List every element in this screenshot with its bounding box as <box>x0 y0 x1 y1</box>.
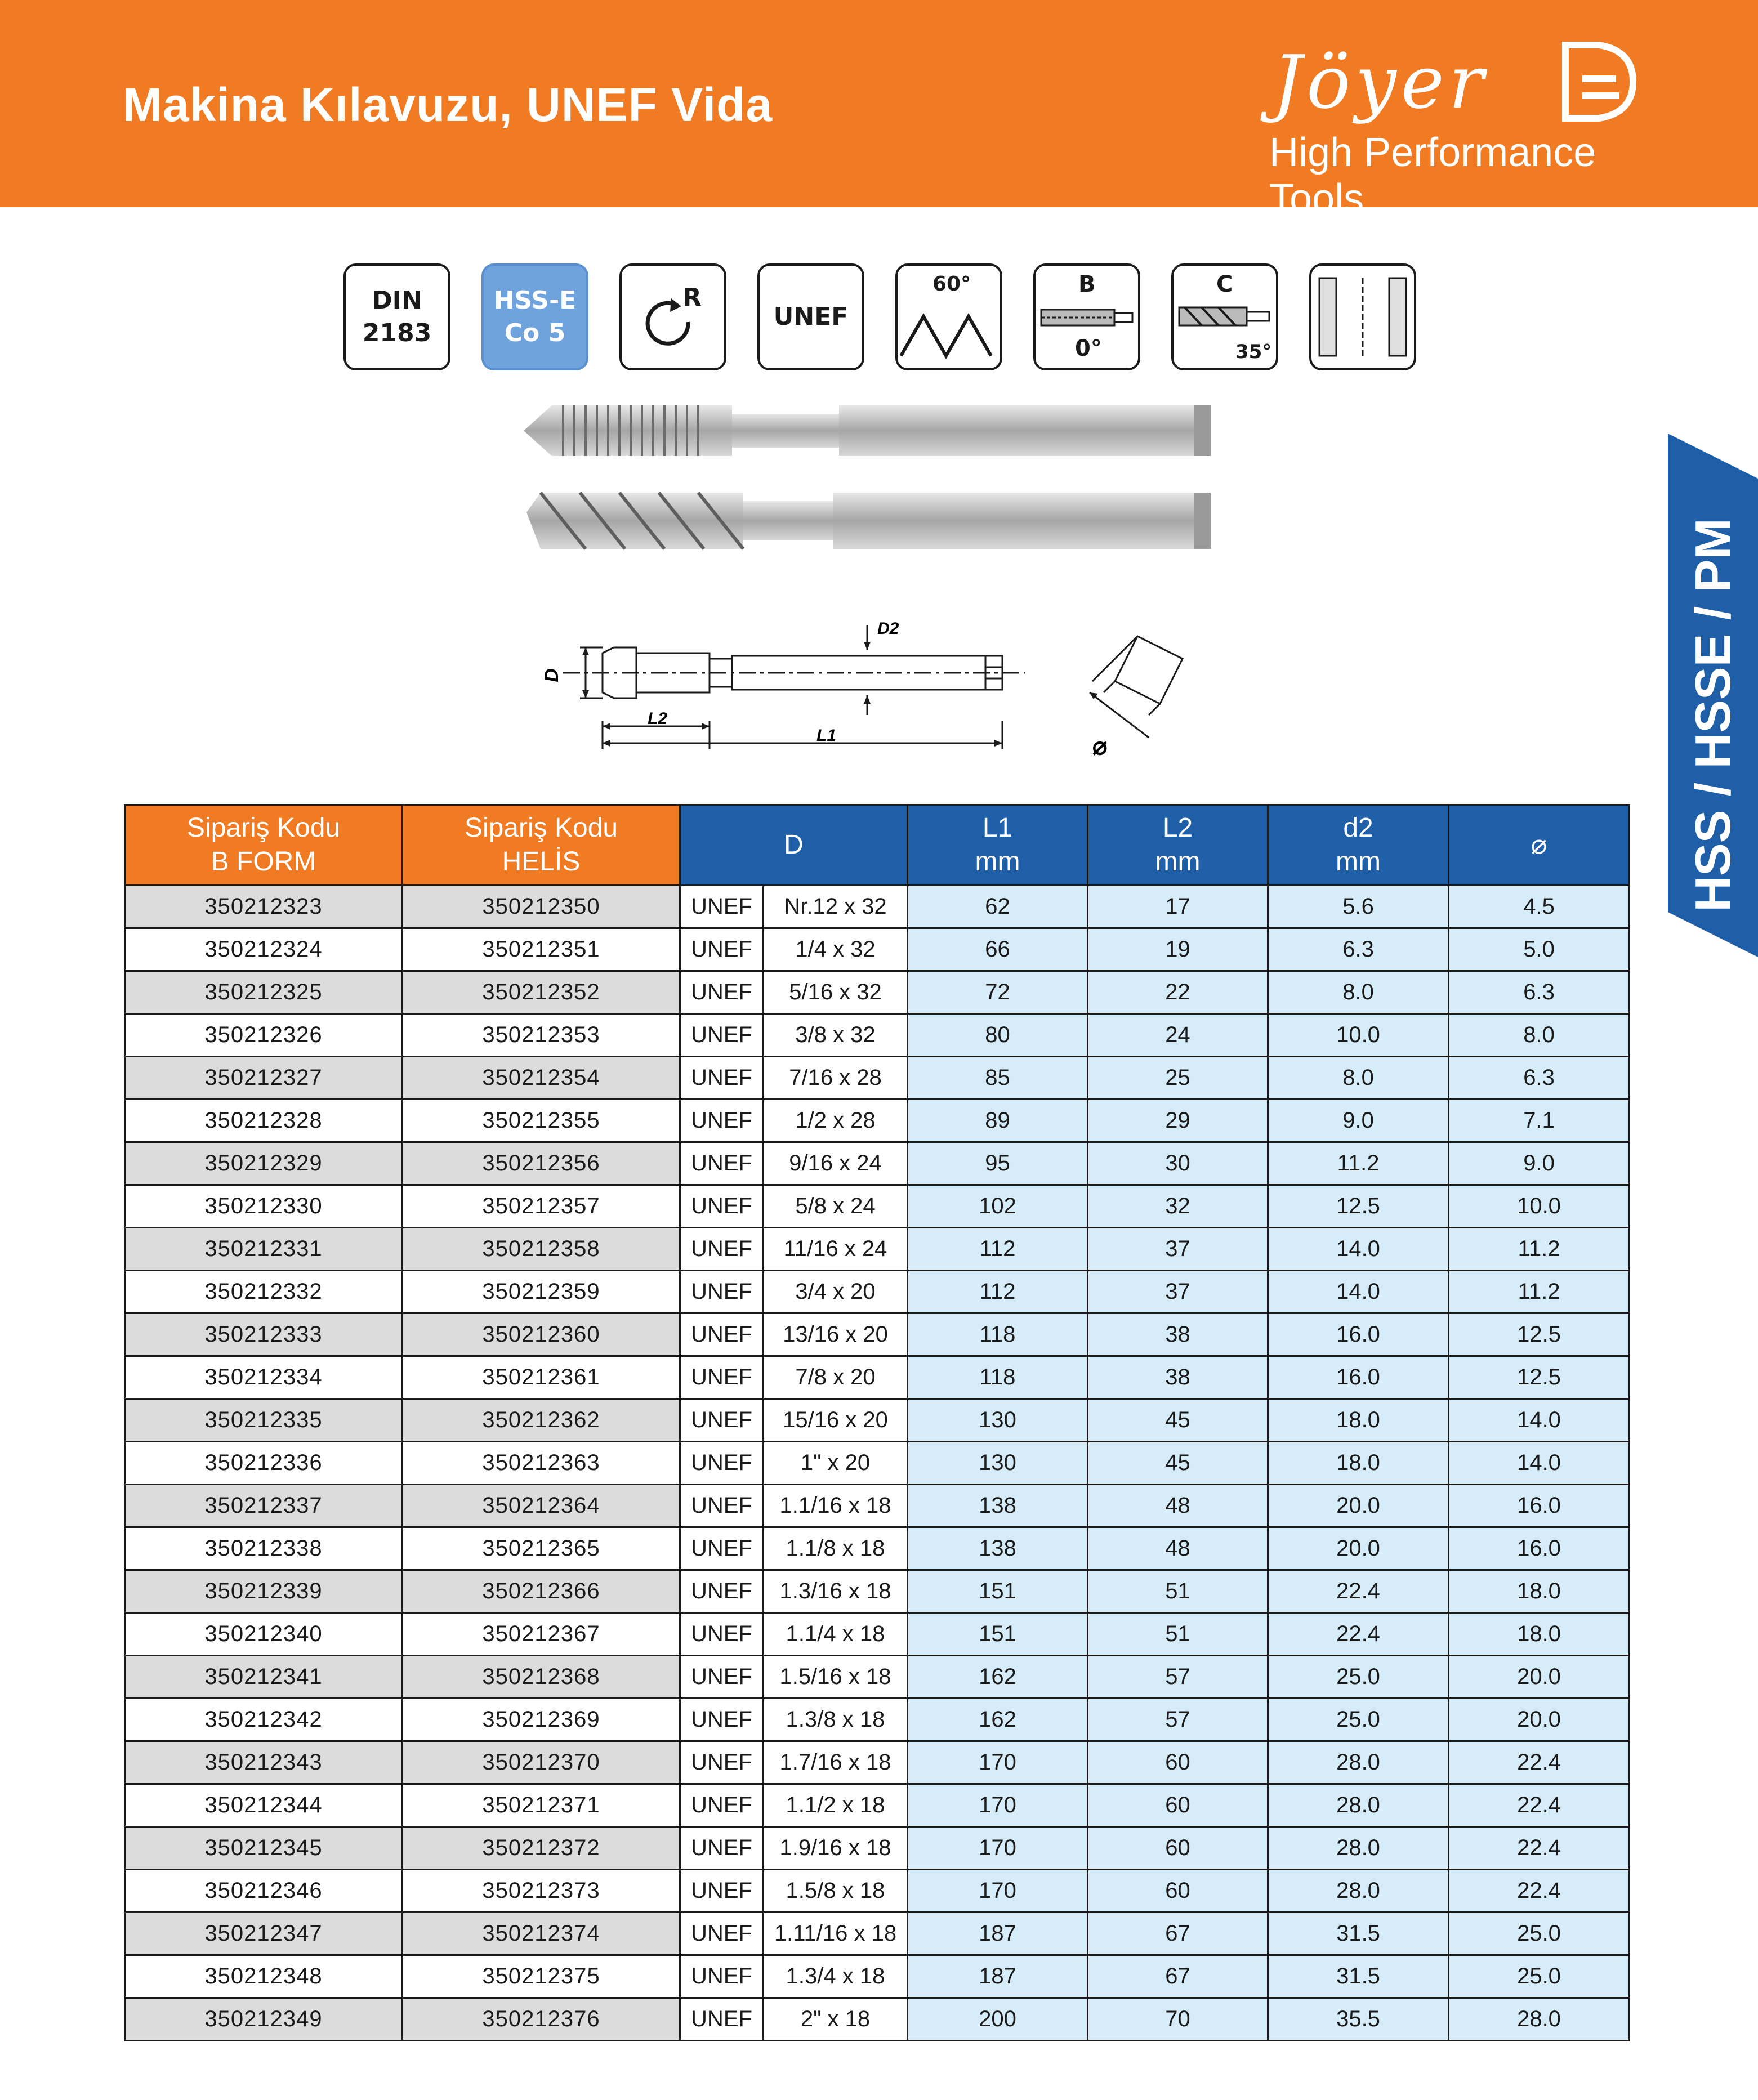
helis-code-cell: 350212365 <box>403 1527 680 1570</box>
d2-cell: 31.5 <box>1268 1955 1449 1998</box>
d2-cell: 14.0 <box>1268 1271 1449 1313</box>
helis-code-cell: 350212355 <box>403 1100 680 1142</box>
bform-code-cell: 350212342 <box>125 1699 403 1741</box>
thread-size-cell: 15/16 x 20 <box>764 1399 908 1442</box>
specification-table <box>124 804 1630 2041</box>
square-cell: 25.0 <box>1449 1955 1630 1998</box>
table-row <box>125 1913 1630 1955</box>
helis-code-cell: 350212371 <box>403 1784 680 1827</box>
helis-code-cell: 350212351 <box>403 928 680 971</box>
brand-logo <box>1261 39 1656 221</box>
l1-cell: 151 <box>908 1613 1088 1656</box>
d-dimension-label: D <box>541 668 563 682</box>
table-row <box>125 1057 1630 1100</box>
header-d2-line1: d2 <box>1343 813 1373 843</box>
square-cell: 25.0 <box>1449 1913 1630 1955</box>
square-cell: 14.0 <box>1449 1442 1630 1485</box>
thread-size-cell: 7/16 x 28 <box>764 1057 908 1100</box>
table-row <box>125 1741 1630 1784</box>
square-cell: 5.0 <box>1449 928 1630 971</box>
square-cell: 6.3 <box>1449 971 1630 1014</box>
header-bform-line2: B FORM <box>211 847 316 877</box>
square-cell: 16.0 <box>1449 1527 1630 1570</box>
header-l2 <box>1088 805 1268 886</box>
thread-size-cell: 1.3/4 x 18 <box>764 1955 908 1998</box>
rotation-label: R <box>682 283 702 312</box>
d2-cell: 28.0 <box>1268 1870 1449 1913</box>
bform-code-cell: 350212330 <box>125 1185 403 1228</box>
d2-cell: 28.0 <box>1268 1741 1449 1784</box>
category-side-tab <box>1668 434 1758 957</box>
thread-size-cell: 3/8 x 32 <box>764 1014 908 1057</box>
l1-cell: 162 <box>908 1656 1088 1699</box>
table-row <box>125 1313 1630 1356</box>
header-square: ⌀ <box>1449 805 1630 886</box>
l1-cell: 187 <box>908 1913 1088 1955</box>
square-cell: 20.0 <box>1449 1656 1630 1699</box>
l2-cell: 19 <box>1088 928 1268 971</box>
square-cell: 14.0 <box>1449 1399 1630 1442</box>
l1-cell: 130 <box>908 1399 1088 1442</box>
header-helis-line1: Sipariş Kodu <box>464 813 618 843</box>
bform-code-cell: 350212336 <box>125 1442 403 1485</box>
thread-size-cell: 1.5/8 x 18 <box>764 1870 908 1913</box>
thread-size-cell: 1.11/16 x 18 <box>764 1913 908 1955</box>
table-row <box>125 1100 1630 1142</box>
thread-size-cell: 7/8 x 20 <box>764 1356 908 1399</box>
l2-cell: 38 <box>1088 1313 1268 1356</box>
helis-code-cell: 350212360 <box>403 1313 680 1356</box>
thread-label: UNEF <box>773 302 849 331</box>
d2-cell: 35.5 <box>1268 1998 1449 2041</box>
d2-cell: 20.0 <box>1268 1527 1449 1570</box>
thread-size-cell: 1.5/16 x 18 <box>764 1656 908 1699</box>
square-cell: 10.0 <box>1449 1185 1630 1228</box>
d2-cell: 14.0 <box>1268 1228 1449 1271</box>
d2-cell: 25.0 <box>1268 1656 1449 1699</box>
thread-size-cell: 11/16 x 24 <box>764 1228 908 1271</box>
tap-product-image <box>518 394 1239 586</box>
d2-cell: 31.5 <box>1268 1913 1449 1955</box>
l2-cell: 60 <box>1088 1827 1268 1870</box>
bform-code-cell: 350212343 <box>125 1741 403 1784</box>
d2-cell: 25.0 <box>1268 1699 1449 1741</box>
form-b-icon <box>1033 263 1140 370</box>
header-l1 <box>908 805 1088 886</box>
helis-code-cell: 350212376 <box>403 1998 680 2041</box>
header-bar <box>0 0 1758 221</box>
header-bform <box>125 805 403 886</box>
thread-size-cell: 1.1/4 x 18 <box>764 1613 908 1656</box>
l2-cell: 37 <box>1088 1271 1268 1313</box>
table-row <box>125 1228 1630 1271</box>
helis-code-cell: 350212354 <box>403 1057 680 1100</box>
square-cell: 4.5 <box>1449 886 1630 928</box>
d2-cell: 20.0 <box>1268 1485 1449 1527</box>
right-hand-rotation-icon <box>619 263 726 370</box>
l2-cell: 30 <box>1088 1142 1268 1185</box>
l2-cell: 57 <box>1088 1699 1268 1741</box>
thread-standard-cell: UNEF <box>680 1014 764 1057</box>
table-row <box>125 1784 1630 1827</box>
thread-size-cell: 5/16 x 32 <box>764 971 908 1014</box>
thread-standard-cell: UNEF <box>680 1870 764 1913</box>
d2-cell: 18.0 <box>1268 1442 1449 1485</box>
l2-cell: 25 <box>1088 1057 1268 1100</box>
table-row <box>125 1527 1630 1570</box>
square-cell: 9.0 <box>1449 1142 1630 1185</box>
header-l1-line1: L1 <box>982 813 1013 843</box>
c-label: C <box>1216 271 1233 297</box>
din-standard-icon <box>343 263 450 370</box>
bform-code-cell: 350212326 <box>125 1014 403 1057</box>
thread-standard-cell: UNEF <box>680 1656 764 1699</box>
square-cell: 22.4 <box>1449 1870 1630 1913</box>
l1-cell: 170 <box>908 1827 1088 1870</box>
l1-cell: 200 <box>908 1998 1088 2041</box>
table-row <box>125 1356 1630 1399</box>
table-row <box>125 1998 1630 2041</box>
l2-cell: 17 <box>1088 886 1268 928</box>
header-d2 <box>1268 805 1449 886</box>
l2-cell: 32 <box>1088 1185 1268 1228</box>
helis-code-cell: 350212361 <box>403 1356 680 1399</box>
d2-cell: 10.0 <box>1268 1014 1449 1057</box>
helis-code-cell: 350212366 <box>403 1570 680 1613</box>
bform-code-cell: 350212345 <box>125 1827 403 1870</box>
d2-dimension-label: D2 <box>877 619 899 638</box>
technical-drawing <box>541 608 1239 777</box>
table-row <box>125 928 1630 971</box>
square-cell: 16.0 <box>1449 1485 1630 1527</box>
d2-cell: 16.0 <box>1268 1356 1449 1399</box>
l2-cell: 57 <box>1088 1656 1268 1699</box>
bform-code-cell: 350212324 <box>125 928 403 971</box>
table-row <box>125 1613 1630 1656</box>
bform-code-cell: 350212341 <box>125 1656 403 1699</box>
l2-cell: 60 <box>1088 1784 1268 1827</box>
l1-cell: 118 <box>908 1356 1088 1399</box>
table-row <box>125 1656 1630 1699</box>
header-bform-line1: Sipariş Kodu <box>186 813 341 843</box>
l1-cell: 151 <box>908 1570 1088 1613</box>
bform-code-cell: 350212346 <box>125 1870 403 1913</box>
helis-code-cell: 350212375 <box>403 1955 680 1998</box>
l1-cell: 72 <box>908 971 1088 1014</box>
table-row <box>125 886 1630 928</box>
bform-code-cell: 350212344 <box>125 1784 403 1827</box>
square-cell: 22.4 <box>1449 1741 1630 1784</box>
l1-dimension-label: L1 <box>816 726 837 745</box>
table-row <box>125 1142 1630 1185</box>
thread-size-cell: 2" x 18 <box>764 1998 908 2041</box>
helis-code-cell: 350212362 <box>403 1399 680 1442</box>
thread-standard-cell: UNEF <box>680 1271 764 1313</box>
brand-mark-icon <box>1560 39 1639 124</box>
thread-standard-cell: UNEF <box>680 1442 764 1485</box>
square-cell: 11.2 <box>1449 1271 1630 1313</box>
helis-code-cell: 350212352 <box>403 971 680 1014</box>
l1-cell: 170 <box>908 1784 1088 1827</box>
table-row <box>125 1271 1630 1313</box>
l1-cell: 66 <box>908 928 1088 971</box>
d2-cell: 22.4 <box>1268 1613 1449 1656</box>
bform-code-cell: 350212328 <box>125 1100 403 1142</box>
rotation-arrow-icon <box>622 266 724 368</box>
l2-cell: 67 <box>1088 1913 1268 1955</box>
thread-standard-cell: UNEF <box>680 1313 764 1356</box>
helis-code-cell: 350212357 <box>403 1185 680 1228</box>
helis-code-cell: 350212353 <box>403 1014 680 1057</box>
header-helis-line2: HELİS <box>502 847 581 877</box>
header-l1-line2: mm <box>975 847 1020 877</box>
d2-cell: 22.4 <box>1268 1570 1449 1613</box>
bform-code-cell: 350212347 <box>125 1913 403 1955</box>
square-cell: 8.0 <box>1449 1014 1630 1057</box>
l1-cell: 170 <box>908 1741 1088 1784</box>
l1-cell: 187 <box>908 1955 1088 1998</box>
side-tab-label: HSS / HSSE / PM <box>1685 518 1741 912</box>
thread-size-cell: 1.1/16 x 18 <box>764 1485 908 1527</box>
header-d: D <box>680 805 908 886</box>
helis-code-cell: 350212368 <box>403 1656 680 1699</box>
thread-standard-cell: UNEF <box>680 1784 764 1827</box>
bform-code-cell: 350212337 <box>125 1485 403 1527</box>
bform-code-cell: 350212335 <box>125 1399 403 1442</box>
thread-standard-cell: UNEF <box>680 1356 764 1399</box>
table-row <box>125 1485 1630 1527</box>
thread-standard-cell: UNEF <box>680 1913 764 1955</box>
square-dimension-label: ⌀ <box>1092 732 1108 760</box>
thread-size-cell: Nr.12 x 32 <box>764 886 908 928</box>
thread-standard-cell: UNEF <box>680 1527 764 1570</box>
bform-code-cell: 350212331 <box>125 1228 403 1271</box>
d2-cell: 12.5 <box>1268 1185 1449 1228</box>
l1-cell: 138 <box>908 1527 1088 1570</box>
thread-standard-cell: UNEF <box>680 886 764 928</box>
table-row <box>125 1014 1630 1057</box>
thread-size-cell: 1.3/8 x 18 <box>764 1699 908 1741</box>
square-cell: 18.0 <box>1449 1570 1630 1613</box>
header-d2-line2: mm <box>1336 847 1381 877</box>
thread-standard-cell: UNEF <box>680 1142 764 1185</box>
d2-cell: 28.0 <box>1268 1827 1449 1870</box>
l2-cell: 70 <box>1088 1998 1268 2041</box>
l2-cell: 51 <box>1088 1570 1268 1613</box>
thread-size-cell: 3/4 x 20 <box>764 1271 908 1313</box>
thread-size-cell: 1/2 x 28 <box>764 1100 908 1142</box>
l1-cell: 62 <box>908 886 1088 928</box>
square-cell: 20.0 <box>1449 1699 1630 1741</box>
l1-cell: 95 <box>908 1142 1088 1185</box>
d2-cell: 9.0 <box>1268 1100 1449 1142</box>
bform-code-cell: 350212325 <box>125 971 403 1014</box>
l1-cell: 89 <box>908 1100 1088 1142</box>
l1-cell: 102 <box>908 1185 1088 1228</box>
thread-size-cell: 1.9/16 x 18 <box>764 1827 908 1870</box>
thread-standard-cell: UNEF <box>680 1741 764 1784</box>
b-angle: 0° <box>1075 336 1102 361</box>
thread-type-icon <box>757 263 864 370</box>
bform-code-cell: 350212338 <box>125 1527 403 1570</box>
helis-code-cell: 350212356 <box>403 1142 680 1185</box>
thread-size-cell: 9/16 x 24 <box>764 1142 908 1185</box>
helis-code-cell: 350212367 <box>403 1613 680 1656</box>
thread-size-cell: 1" x 20 <box>764 1442 908 1485</box>
l2-cell: 22 <box>1088 971 1268 1014</box>
c-angle: 35° <box>1235 341 1272 363</box>
square-cell: 12.5 <box>1449 1313 1630 1356</box>
header-helis <box>403 805 680 886</box>
helis-code-cell: 350212370 <box>403 1741 680 1784</box>
helis-code-cell: 350212372 <box>403 1827 680 1870</box>
through-hole-icon <box>1309 263 1416 370</box>
square-cell: 7.1 <box>1449 1100 1630 1142</box>
table-row <box>125 1185 1630 1228</box>
l1-cell: 170 <box>908 1870 1088 1913</box>
bform-code-cell: 350212327 <box>125 1057 403 1100</box>
angle-label: 60° <box>932 272 971 296</box>
square-cell: 28.0 <box>1449 1998 1630 2041</box>
table-row <box>125 1955 1630 1998</box>
material-icon <box>481 263 588 370</box>
bform-code-cell: 350212332 <box>125 1271 403 1313</box>
l2-cell: 24 <box>1088 1014 1268 1057</box>
bform-code-cell: 350212334 <box>125 1356 403 1399</box>
thread-standard-cell: UNEF <box>680 1998 764 2041</box>
helis-code-cell: 350212363 <box>403 1442 680 1485</box>
l2-cell: 51 <box>1088 1613 1268 1656</box>
l1-cell: 130 <box>908 1442 1088 1485</box>
b-label: B <box>1078 271 1096 297</box>
brand-name: Jöyer <box>1273 39 1488 125</box>
thread-size-cell: 1/4 x 32 <box>764 928 908 971</box>
thread-standard-cell: UNEF <box>680 1955 764 1998</box>
square-cell: 12.5 <box>1449 1356 1630 1399</box>
thread-angle-icon <box>895 263 1002 370</box>
table-row <box>125 1442 1630 1485</box>
helis-code-cell: 350212359 <box>403 1271 680 1313</box>
bform-code-cell: 350212349 <box>125 1998 403 2041</box>
table-row <box>125 1570 1630 1613</box>
l1-cell: 118 <box>908 1313 1088 1356</box>
header-l2-line2: mm <box>1155 847 1201 877</box>
d2-cell: 8.0 <box>1268 971 1449 1014</box>
thread-standard-cell: UNEF <box>680 1699 764 1741</box>
d2-cell: 8.0 <box>1268 1057 1449 1100</box>
l1-cell: 112 <box>908 1271 1088 1313</box>
l1-cell: 162 <box>908 1699 1088 1741</box>
thread-standard-cell: UNEF <box>680 1399 764 1442</box>
d2-cell: 6.3 <box>1268 928 1449 971</box>
l1-cell: 80 <box>908 1014 1088 1057</box>
square-cell: 11.2 <box>1449 1228 1630 1271</box>
l2-cell: 29 <box>1088 1100 1268 1142</box>
l2-cell: 45 <box>1088 1399 1268 1442</box>
helis-code-cell: 350212369 <box>403 1699 680 1741</box>
thread-standard-cell: UNEF <box>680 1570 764 1613</box>
l1-cell: 138 <box>908 1485 1088 1527</box>
thread-standard-cell: UNEF <box>680 1228 764 1271</box>
header-l2-line1: L2 <box>1162 813 1193 843</box>
helis-code-cell: 350212374 <box>403 1913 680 1955</box>
l2-cell: 60 <box>1088 1870 1268 1913</box>
table-row <box>125 1399 1630 1442</box>
hole-section-icon <box>1311 266 1414 368</box>
d2-cell: 16.0 <box>1268 1313 1449 1356</box>
bform-code-cell: 350212348 <box>125 1955 403 1998</box>
l2-dimension-label: L2 <box>648 709 668 728</box>
form-c-icon <box>1171 263 1278 370</box>
square-cell: 22.4 <box>1449 1784 1630 1827</box>
helis-code-cell: 350212358 <box>403 1228 680 1271</box>
d2-cell: 11.2 <box>1268 1142 1449 1185</box>
helis-code-cell: 350212364 <box>403 1485 680 1527</box>
table-row <box>125 1827 1630 1870</box>
thread-size-cell: 1.7/16 x 18 <box>764 1741 908 1784</box>
l2-cell: 48 <box>1088 1527 1268 1570</box>
thread-standard-cell: UNEF <box>680 971 764 1014</box>
thread-size-cell: 1.1/8 x 18 <box>764 1527 908 1570</box>
bform-code-cell: 350212333 <box>125 1313 403 1356</box>
helis-code-cell: 350212373 <box>403 1870 680 1913</box>
thread-standard-cell: UNEF <box>680 1185 764 1228</box>
table-body <box>125 886 1630 2041</box>
square-cell: 6.3 <box>1449 1057 1630 1100</box>
square-cell: 22.4 <box>1449 1827 1630 1870</box>
l2-cell: 37 <box>1088 1228 1268 1271</box>
l1-cell: 112 <box>908 1228 1088 1271</box>
material-line1: HSS-E <box>493 286 577 315</box>
l2-cell: 60 <box>1088 1741 1268 1784</box>
bform-code-cell: 350212323 <box>125 886 403 928</box>
table-row <box>125 1870 1630 1913</box>
table-row <box>125 1699 1630 1741</box>
l1-cell: 85 <box>908 1057 1088 1100</box>
helis-code-cell: 350212350 <box>403 886 680 928</box>
thread-size-cell: 1.1/2 x 18 <box>764 1784 908 1827</box>
l2-cell: 38 <box>1088 1356 1268 1399</box>
thread-size-cell: 5/8 x 24 <box>764 1185 908 1228</box>
material-line2: Co 5 <box>504 319 566 347</box>
bform-code-cell: 350212329 <box>125 1142 403 1185</box>
thread-standard-cell: UNEF <box>680 1613 764 1656</box>
thread-size-cell: 13/16 x 20 <box>764 1313 908 1356</box>
thread-size-cell: 1.3/16 x 18 <box>764 1570 908 1613</box>
l2-cell: 67 <box>1088 1955 1268 1998</box>
d2-cell: 18.0 <box>1268 1399 1449 1442</box>
d2-cell: 28.0 <box>1268 1784 1449 1827</box>
din-line2: 2183 <box>362 319 432 347</box>
thread-standard-cell: UNEF <box>680 1485 764 1527</box>
table-header-row <box>125 805 1630 886</box>
din-line1: DIN <box>372 286 422 315</box>
page-title: Makina Kılavuzu, UNEF Vida <box>123 78 773 131</box>
l2-cell: 45 <box>1088 1442 1268 1485</box>
square-cell: 18.0 <box>1449 1613 1630 1656</box>
bform-code-cell: 350212340 <box>125 1613 403 1656</box>
bform-code-cell: 350212339 <box>125 1570 403 1613</box>
thread-standard-cell: UNEF <box>680 1057 764 1100</box>
thread-standard-cell: UNEF <box>680 928 764 971</box>
table-row <box>125 971 1630 1014</box>
l2-cell: 48 <box>1088 1485 1268 1527</box>
thread-standard-cell: UNEF <box>680 1827 764 1870</box>
thread-standard-cell: UNEF <box>680 1100 764 1142</box>
d2-cell: 5.6 <box>1268 886 1449 928</box>
brand-tagline: High Performance Tools <box>1269 130 1596 221</box>
